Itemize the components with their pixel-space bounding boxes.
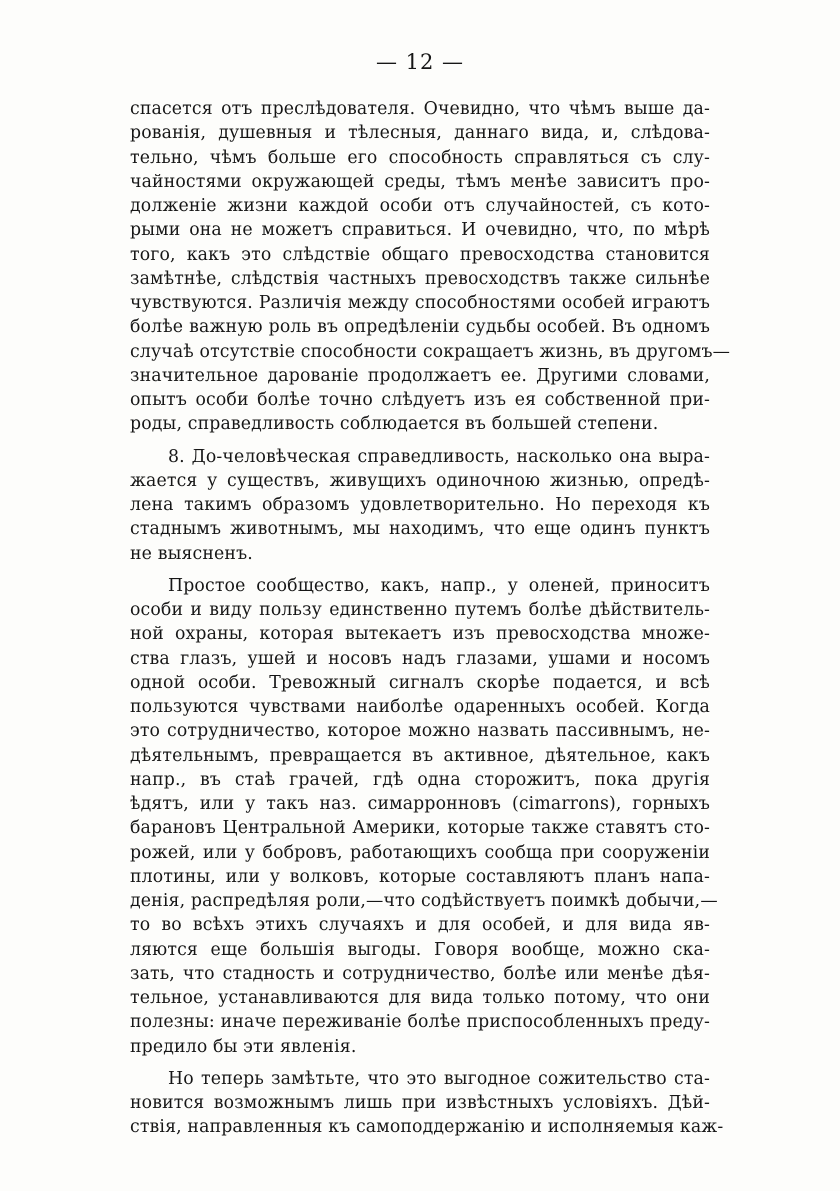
text-line: то во всѣхъ этихъ случаяхъ и для особей, и для вида яв- — [130, 915, 710, 936]
text-line: барановъ Центральной Америки, которые также ставятъ сто- — [130, 818, 710, 839]
paragraph — [130, 574, 718, 1059]
text-line: денія, распредѣляя роли,—что содѣйствуетъ поимкѣ добычи,— — [130, 891, 718, 911]
text-line: жается у существъ, живущихъ одиночною жизнью, опредѣ- — [130, 470, 710, 491]
text-line: рованія, душевныя и тѣлесныя, даннаго вида, и, слѣдова- — [130, 123, 710, 144]
text-line: ствія, направленныя къ самоподдержанію и исполняемыя каж- — [130, 1117, 724, 1138]
text-line: плотины, или у волковъ, которые составляютъ планъ напа- — [130, 866, 710, 887]
text-line: спасется отъ преслѣдователя. Очевидно, что чѣмъ выше да- — [130, 99, 710, 119]
text-line: ной охраны, которая вытекаетъ изъ превосходства множе- — [130, 624, 710, 645]
text-line: лена такимъ образомъ удовлетворительно. Но переходя къ — [130, 495, 710, 515]
page-number: — 12 — — [375, 50, 465, 74]
text-line: Но теперь замѣтьте, что это выгодное сожительство ста- — [168, 1068, 710, 1089]
text-line: пользуются чувствами наиболѣе одаренныхъ особей. Когда — [130, 697, 710, 717]
paragraph-gap — [130, 566, 710, 574]
paragraph-gap — [130, 437, 710, 445]
text-line: замѣтнѣе, слѣдствія частныхъ превосходствъ также сильнѣе — [130, 268, 710, 289]
text-line: того, какъ это слѣдствіе общаго превосходства становится — [130, 244, 710, 265]
text-line: долженіе жизни каждой особи отъ случайностей, съ кото- — [130, 196, 710, 216]
text-line: новится возможнымъ лишь при извѣстныхъ условіяхъ. Дѣй- — [130, 1093, 710, 1113]
text-line: болѣе важную роль въ опредѣленіи судьбы особей. Въ одномъ — [130, 317, 710, 338]
text-line: опытъ особи болѣе точно слѣдуетъ изъ ея собственной при- — [130, 390, 710, 410]
paragraph-gap — [130, 1059, 710, 1067]
text-line: 8. До-человѣческая справедливость, насколько она выра- — [168, 446, 710, 467]
body-text — [130, 97, 731, 1140]
text-line: это сотрудничество, которое можно назвать пассивнымъ, не- — [130, 721, 710, 742]
paragraph — [130, 445, 710, 566]
text-line: чайностями окружающей среды, тѣмъ менѣе зависитъ про- — [130, 171, 710, 192]
text-line: ляются еще большія выгоды. Говоря вообще, можно ска- — [130, 939, 710, 960]
text-line: рожей, или у бобровъ, работающихъ сообща при сооруженіи — [130, 842, 710, 863]
text-line: ѣдятъ, или у такъ наз. симарронновъ (cimarrons), горныхъ — [130, 794, 710, 814]
text-line: значительное дарованіе продолжаетъ ее. Другими словами, — [130, 365, 710, 386]
paragraph — [130, 97, 731, 437]
text-line: дѣятельнымъ, превращается въ активное, дѣятельное, какъ — [130, 745, 710, 766]
text-line: зать, что стадность и сотрудничество, болѣе или менѣе дѣя- — [130, 963, 710, 984]
paragraph — [130, 1067, 724, 1140]
text-line: роды, справедливость соблюдается въ большей степени. — [130, 414, 659, 435]
text-line: не выясненъ. — [130, 543, 253, 564]
text-line: ства глазъ, ушей и носовъ надъ глазами, ушами и носомъ — [130, 648, 710, 669]
text-line: особи и виду пользу единственно путемъ болѣе дѣйствитель- — [130, 600, 710, 620]
text-line: полезны: иначе переживаніе болѣе приспособленныхъ преду- — [130, 1012, 710, 1033]
text-line: напр., въ стаѣ грачей, гдѣ одна сторожитъ, пока другія — [130, 769, 710, 790]
text-line: тельное, устанавливаются для вида только потому, что они — [130, 988, 710, 1008]
text-line: чувствуются. Различія между способностями особей играютъ — [130, 293, 710, 313]
text-line: рыми она не можетъ справиться. И очевидно, что, по мѣрѣ — [130, 220, 710, 241]
text-line: стаднымъ животнымъ, мы находимъ, что еще одинъ пунктъ — [130, 519, 710, 540]
text-line: Простое сообщество, какъ, напр., у оленей, приноситъ — [168, 575, 710, 596]
text-line: предило бы эти явленія. — [130, 1036, 357, 1057]
text-line: случаѣ отсутствіе способности сокращаетъ жизнь, въ другомъ— — [130, 341, 731, 362]
text-line: одной особи. Тревожный сигналъ скорѣе подается, и всѣ — [130, 672, 710, 693]
text-line: тельно, чѣмъ больше его способность справляться съ слу- — [130, 147, 710, 168]
